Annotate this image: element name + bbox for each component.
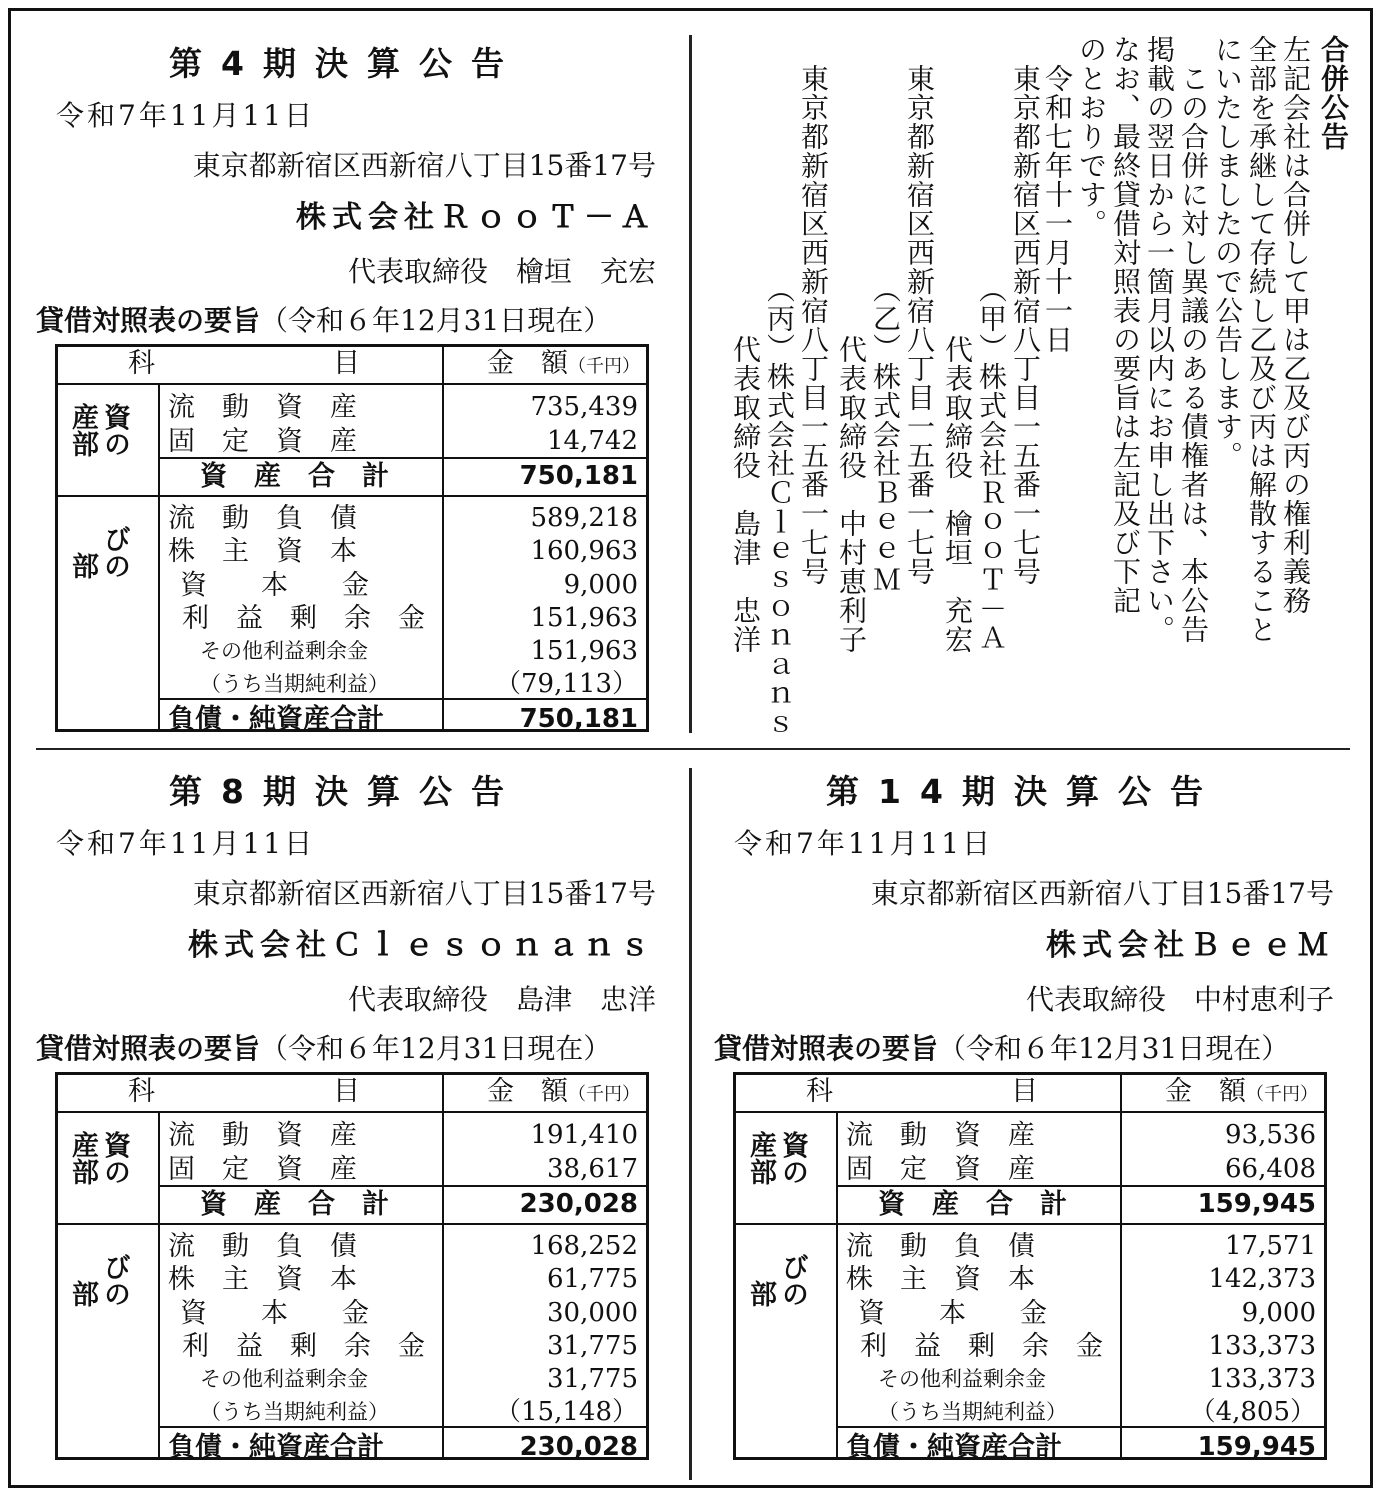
row-value: 151,963 [530,636,638,666]
merger-company-line: （乙）株式会社ＢｅｅＭ [869,275,902,594]
row-value: 151,963 [530,603,638,633]
row-value: 133,373 [1208,1331,1316,1361]
fixed-assets-row [168,425,638,458]
header-amount-label: 金 額 [487,348,568,379]
shareholders-equity-row [846,1263,1316,1296]
header-subject-b: 目 [1011,1076,1038,1107]
row-value: 159,945 [1197,1432,1316,1462]
row-value: 38,617 [547,1154,638,1184]
balance-sheet-heading [714,1032,1289,1066]
row-value: （79,113） [495,669,638,699]
liabilities-section-label [744,1253,834,1433]
net-income-row [168,668,638,701]
table-vline-subject [158,383,160,729]
current-liabilities-row [168,502,638,535]
row-label: 利 益 剰 余 金 [182,603,425,634]
balance-sheet-date: （令和６年12月31日現在） [938,1032,1290,1065]
row-label: 流 動 資 産 [168,392,357,423]
merger-body-line: 掲載の翌日から一箇月以内にお申し出下さい。 [1143,35,1176,644]
row-label: 利 益 剰 余 金 [860,1331,1103,1362]
row-value: 159,945 [1197,1189,1316,1219]
liab-label-col1: 部 [745,1253,776,1307]
row-label: 資 産 合 計 [878,1189,1067,1220]
total-assets-row [168,1188,638,1221]
column-divider-top [689,35,692,733]
assets-label-col1: 産部 [67,403,98,457]
company-name: 株式会社ＢｅｅＭ [1046,928,1334,963]
row-label: 固 定 資 産 [168,426,357,457]
header-amount [487,1075,640,1112]
merger-company-line: （丙）株式会社Ｃｌｅｓｏｎａｎｓ [763,275,796,739]
assets-section-label [66,403,156,483]
balance-sheet-title: 貸借対照表の要旨 [36,304,261,337]
merger-company-line: 東京都新宿区西新宿八丁目一五番一七号 [903,35,936,586]
representative: 代表取締役 島津 忠洋 [347,983,656,1016]
row-value: 31,775 [547,1331,638,1361]
liabilities-section-label [66,1253,156,1433]
assets-section-label [744,1131,834,1211]
balance-sheet-table [55,1072,649,1463]
row-label: 株 主 資 本 [168,536,357,567]
current-assets-row [168,391,638,424]
shareholders-equity-row [168,535,638,568]
table-hline-section [58,1223,646,1225]
row-label: （うち当期純利益） [200,1400,389,1424]
header-subject-a: 科 [128,348,155,379]
retained-earnings-row [168,1330,638,1363]
row-value: 191,410 [530,1120,638,1150]
header-subject-b: 目 [333,1076,360,1107]
balance-sheet-heading [36,1032,611,1066]
row-label: 資 産 合 計 [200,1189,389,1220]
table-hline-section [736,1223,1324,1225]
other-retained-earnings-row [168,1363,638,1396]
header-amount-label: 金 額 [1165,1076,1246,1107]
assets-label-col1: 産部 [67,1131,98,1185]
notice-date: 令和7年11月11日 [734,827,994,860]
notice-date: 令和7年11月11日 [56,99,316,132]
row-label: 固 定 資 産 [846,1154,1035,1185]
header-unit: （千円） [568,356,640,377]
row-label: 利 益 剰 余 金 [182,1331,425,1362]
merger-date: 令和七年十一月十一日 [1041,35,1074,354]
row-value: 9,000 [563,570,638,600]
merger-company-line: 代表取締役 檜垣 充宏 [941,335,974,654]
other-retained-earnings-row [846,1363,1316,1396]
merger-company-line: 代表取締役 島津 忠洋 [729,335,762,654]
row-label: 固 定 資 産 [168,1154,357,1185]
table-header [736,1075,1324,1113]
other-retained-earnings-row [168,635,638,668]
retained-earnings-row [846,1330,1316,1363]
assets-label-col2: 資の [99,403,130,457]
notice-title: 第4期決算公告 [169,44,523,83]
balance-sheet-table [733,1072,1327,1463]
balance-sheet-title: 貸借対照表の要旨 [36,1032,261,1065]
total-liabilities-equity-row [168,703,638,736]
row-label: 負債・純資産合計 [846,1432,1062,1463]
row-value: 14,742 [547,426,638,456]
row-value: （4,805） [1189,1397,1316,1427]
row-label: 流 動 負 債 [168,1231,357,1262]
total-assets-row [168,460,638,493]
total-assets-row [846,1188,1316,1221]
liab-label-col2: びの [99,525,130,579]
row-divider [36,748,1350,750]
company-address: 東京都新宿区西新宿八丁目15番17号 [192,149,656,182]
merger-notice [704,35,1354,739]
liabilities-section-label [66,525,156,705]
table-vline-subject [836,1111,838,1457]
total-liabilities-equity-row [846,1431,1316,1464]
current-assets-row [846,1119,1316,1152]
row-value: 93,536 [1225,1120,1316,1150]
merger-company-line: 東京都新宿区西新宿八丁目一五番一七号 [1009,35,1042,586]
row-label: （うち当期純利益） [200,672,389,696]
notice-title: 第14期決算公告 [826,772,1222,811]
merger-body-line: この合併に対し異議のある債権者は、本公告 [1177,35,1210,644]
net-income-row [168,1396,638,1429]
table-header [58,1075,646,1113]
company-address: 東京都新宿区西新宿八丁目15番17号 [870,877,1334,910]
assets-section-label [66,1131,156,1211]
merger-company-line: 代表取締役 中村恵利子 [835,335,868,654]
row-value: 133,373 [1208,1364,1316,1394]
shareholders-equity-row [168,1263,638,1296]
row-value: 160,963 [530,536,638,566]
balance-sheet-heading [36,304,611,338]
row-value: 230,028 [519,1189,638,1219]
row-value: 589,218 [530,503,638,533]
merger-body-line: 全部を承継して存続し乙及び丙は解散すること [1245,35,1278,644]
current-liabilities-row [168,1230,638,1263]
representative: 代表取締役 中村恵利子 [1025,983,1334,1016]
row-label: 株 主 資 本 [168,1264,357,1295]
row-value: 9,000 [1241,1298,1316,1328]
capital-row [168,569,638,602]
row-value: 66,408 [1225,1154,1316,1184]
notice-date: 令和7年11月11日 [56,827,316,860]
liab-label-col2: びの [99,1253,130,1307]
row-label: 負債・純資産合計 [168,1432,384,1463]
assets-label-col1: 産部 [745,1131,776,1185]
row-value: 31,775 [547,1364,638,1394]
row-label: 資 産 合 計 [200,461,389,492]
header-amount-label: 金 額 [487,1076,568,1107]
current-liabilities-row [846,1230,1316,1263]
total-liabilities-equity-row [168,1431,638,1464]
row-value: 61,775 [547,1264,638,1294]
row-label: 負債・純資産合計 [168,704,384,735]
row-value: 750,181 [519,704,638,734]
fixed-assets-row [846,1153,1316,1186]
header-amount [487,347,640,384]
header-subject-a: 科 [128,1076,155,1107]
row-value: 168,252 [530,1231,638,1261]
header-unit: （千円） [568,1084,640,1105]
column-divider-bottom [689,768,692,1480]
balance-sheet-date: （令和６年12月31日現在） [260,1032,612,1065]
row-value: 142,373 [1208,1264,1316,1294]
retained-earnings-row [168,602,638,635]
header-subject-a: 科 [806,1076,833,1107]
merger-company-line: 東京都新宿区西新宿八丁目一五番一七号 [797,35,830,586]
row-value: 230,028 [519,1432,638,1462]
merger-company-line: （甲）株式会社ＲｏｏＴ－Ａ [975,275,1008,652]
row-label: 資 本 金 [858,1298,1047,1329]
table-vline-subject [158,1111,160,1457]
row-label: その他利益剰余金 [200,639,368,663]
company-name: 株式会社ＲｏｏＴ－Ａ [296,200,656,235]
header-subject-b: 目 [333,348,360,379]
row-value: 750,181 [519,461,638,491]
row-label: その他利益剰余金 [200,1367,368,1391]
company-address: 東京都新宿区西新宿八丁目15番17号 [192,877,656,910]
merger-title: 合併公告 [1317,35,1350,151]
row-value: 735,439 [530,392,638,422]
merger-body-line: のとおりです。 [1075,35,1108,238]
notice-title: 第8期決算公告 [169,772,523,811]
assets-label-col2: 資の [99,1131,130,1185]
header-amount [1165,1075,1318,1112]
row-label: その他利益剰余金 [878,1367,1046,1391]
row-label: 流 動 負 債 [846,1231,1035,1262]
capital-row [168,1297,638,1330]
row-label: 資 本 金 [180,1298,369,1329]
row-label: 流 動 負 債 [168,503,357,534]
liab-label-col1: 部 [67,525,98,579]
representative: 代表取締役 檜垣 充宏 [347,255,656,288]
current-assets-row [168,1119,638,1152]
row-label: （うち当期純利益） [878,1400,1067,1424]
row-value: 30,000 [547,1298,638,1328]
merger-body-line: なお、最終貸借対照表の要旨は左記及び下記 [1109,35,1142,615]
balance-sheet-title: 貸借対照表の要旨 [714,1032,939,1065]
merger-body-line: にいたしましたので公告します。 [1211,35,1244,470]
merger-body-line: 左記会社は合併して甲は乙及び丙の権利義務 [1279,35,1312,615]
fixed-assets-row [168,1153,638,1186]
liab-label-col1: 部 [67,1253,98,1307]
company-name: 株式会社Ｃｌｅｓｏｎａｎｓ [188,928,656,963]
row-label: 流 動 資 産 [846,1120,1035,1151]
table-hline-section [58,495,646,497]
net-income-row [846,1396,1316,1429]
row-label: 流 動 資 産 [168,1120,357,1151]
row-value: 17,571 [1225,1231,1316,1261]
capital-row [846,1297,1316,1330]
balance-sheet-table [55,344,649,735]
row-value: （15,148） [495,1397,638,1427]
liab-label-col2: びの [777,1253,808,1307]
balance-sheet-date: （令和６年12月31日現在） [260,304,612,337]
row-label: 株 主 資 本 [846,1264,1035,1295]
row-label: 資 本 金 [180,570,369,601]
assets-label-col2: 資の [777,1131,808,1185]
table-header [58,347,646,385]
header-unit: （千円） [1246,1084,1318,1105]
